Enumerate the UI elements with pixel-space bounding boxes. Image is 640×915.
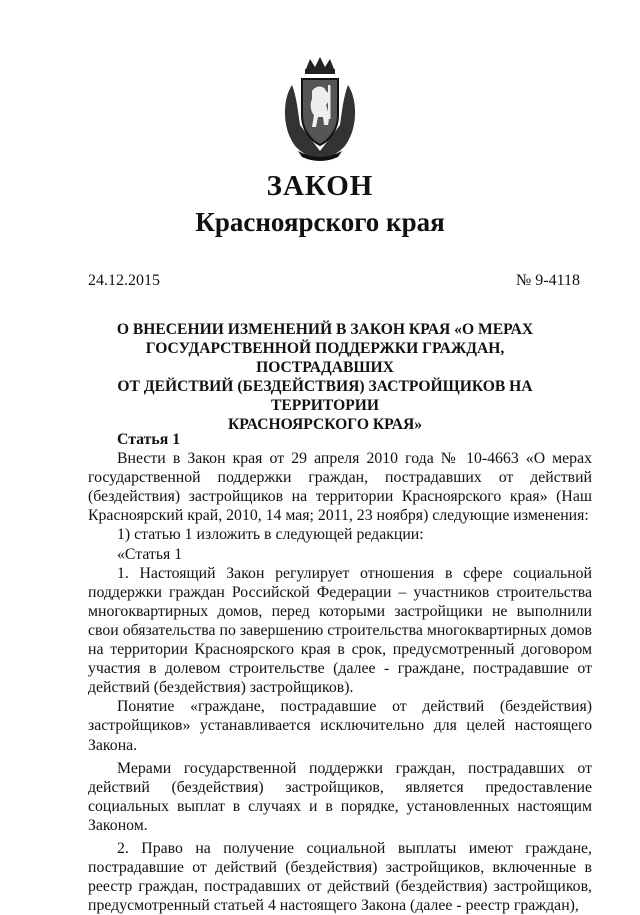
article-intro: Внести в Закон края от 29 апреля 2010 года № 10-4663 «О мерах государственной поддержки граждан, пострадавших от действий (бездействия) застройщиков на территории Красноярского края» (Наш Красноярский край, 2010, 14 мая; 2011, 23 ноября) следующие изменения: <box>88 450 592 525</box>
heading-line: О ВНЕСЕНИИ ИЗМЕНЕНИЙ В ЗАКОН КРАЯ «О МЕРАХ <box>116 321 534 338</box>
amendment-item: 1) статью 1 изложить в следующей редакции: <box>117 526 424 544</box>
law-heading <box>80 320 570 434</box>
paragraph: Мерами государственной поддержки граждан, пострадавших от действий (бездействия) застройщиков, является предоставление социальных выплат в случаях и в порядке, установленных настоящим Законом. <box>88 759 592 834</box>
article-title: Статья 1 <box>117 431 181 448</box>
paragraph: Понятие «граждане, пострадавшие от действий (бездействия) застройщиков» устанавливается исключительно для целей настоящего Закона. <box>88 698 592 754</box>
document-body <box>88 430 592 915</box>
paragraph: 1. Настоящий Закон регулирует отношения в сфере социальной поддержки граждан Российской Федерации – участников строительства многоквартирных домов, перед которыми застройщики не выполнили свои обязательства по завершению строительства многоквартирных домов на территории Красноярского края в срок, предусмотренный договором участия в долевом строительстве (далее - граждане, пострадавшие от действий (бездействия) застройщиков). <box>88 564 592 697</box>
paragraph: 2. Право на получение социальной выплаты имеют граждане, пострадавшие от действий (бездействия) застройщиков, включенные в реестр граждан, пострадавших от действий (бездействия) застройщиков, предусмотренный статьей 4 настоящего Закона (далее - реестр граждан), <box>88 839 592 915</box>
heading-line: ГОСУДАРСТВЕННОЙ ПОДДЕРЖКИ ГРАЖДАН, ПОСТРАДАВШИХ <box>145 340 505 376</box>
coat-of-arms-icon <box>278 55 362 163</box>
document-type-title: ЗАКОН <box>266 170 374 202</box>
issuer-title: Красноярского края <box>195 207 445 237</box>
heading-line: КРАСНОЯРСКОГО КРАЯ» <box>227 416 423 433</box>
heading-line: ОТ ДЕЙСТВИЙ (БЕЗДЕЙСТВИЯ) ЗАСТРОЙЩИКОВ НА ТЕРРИТОРИИ <box>117 378 533 414</box>
document-number: № 9-4118 <box>516 272 580 289</box>
document-date: 24.12.2015 <box>88 272 160 289</box>
quoted-article-title: «Статья 1 <box>117 545 183 563</box>
